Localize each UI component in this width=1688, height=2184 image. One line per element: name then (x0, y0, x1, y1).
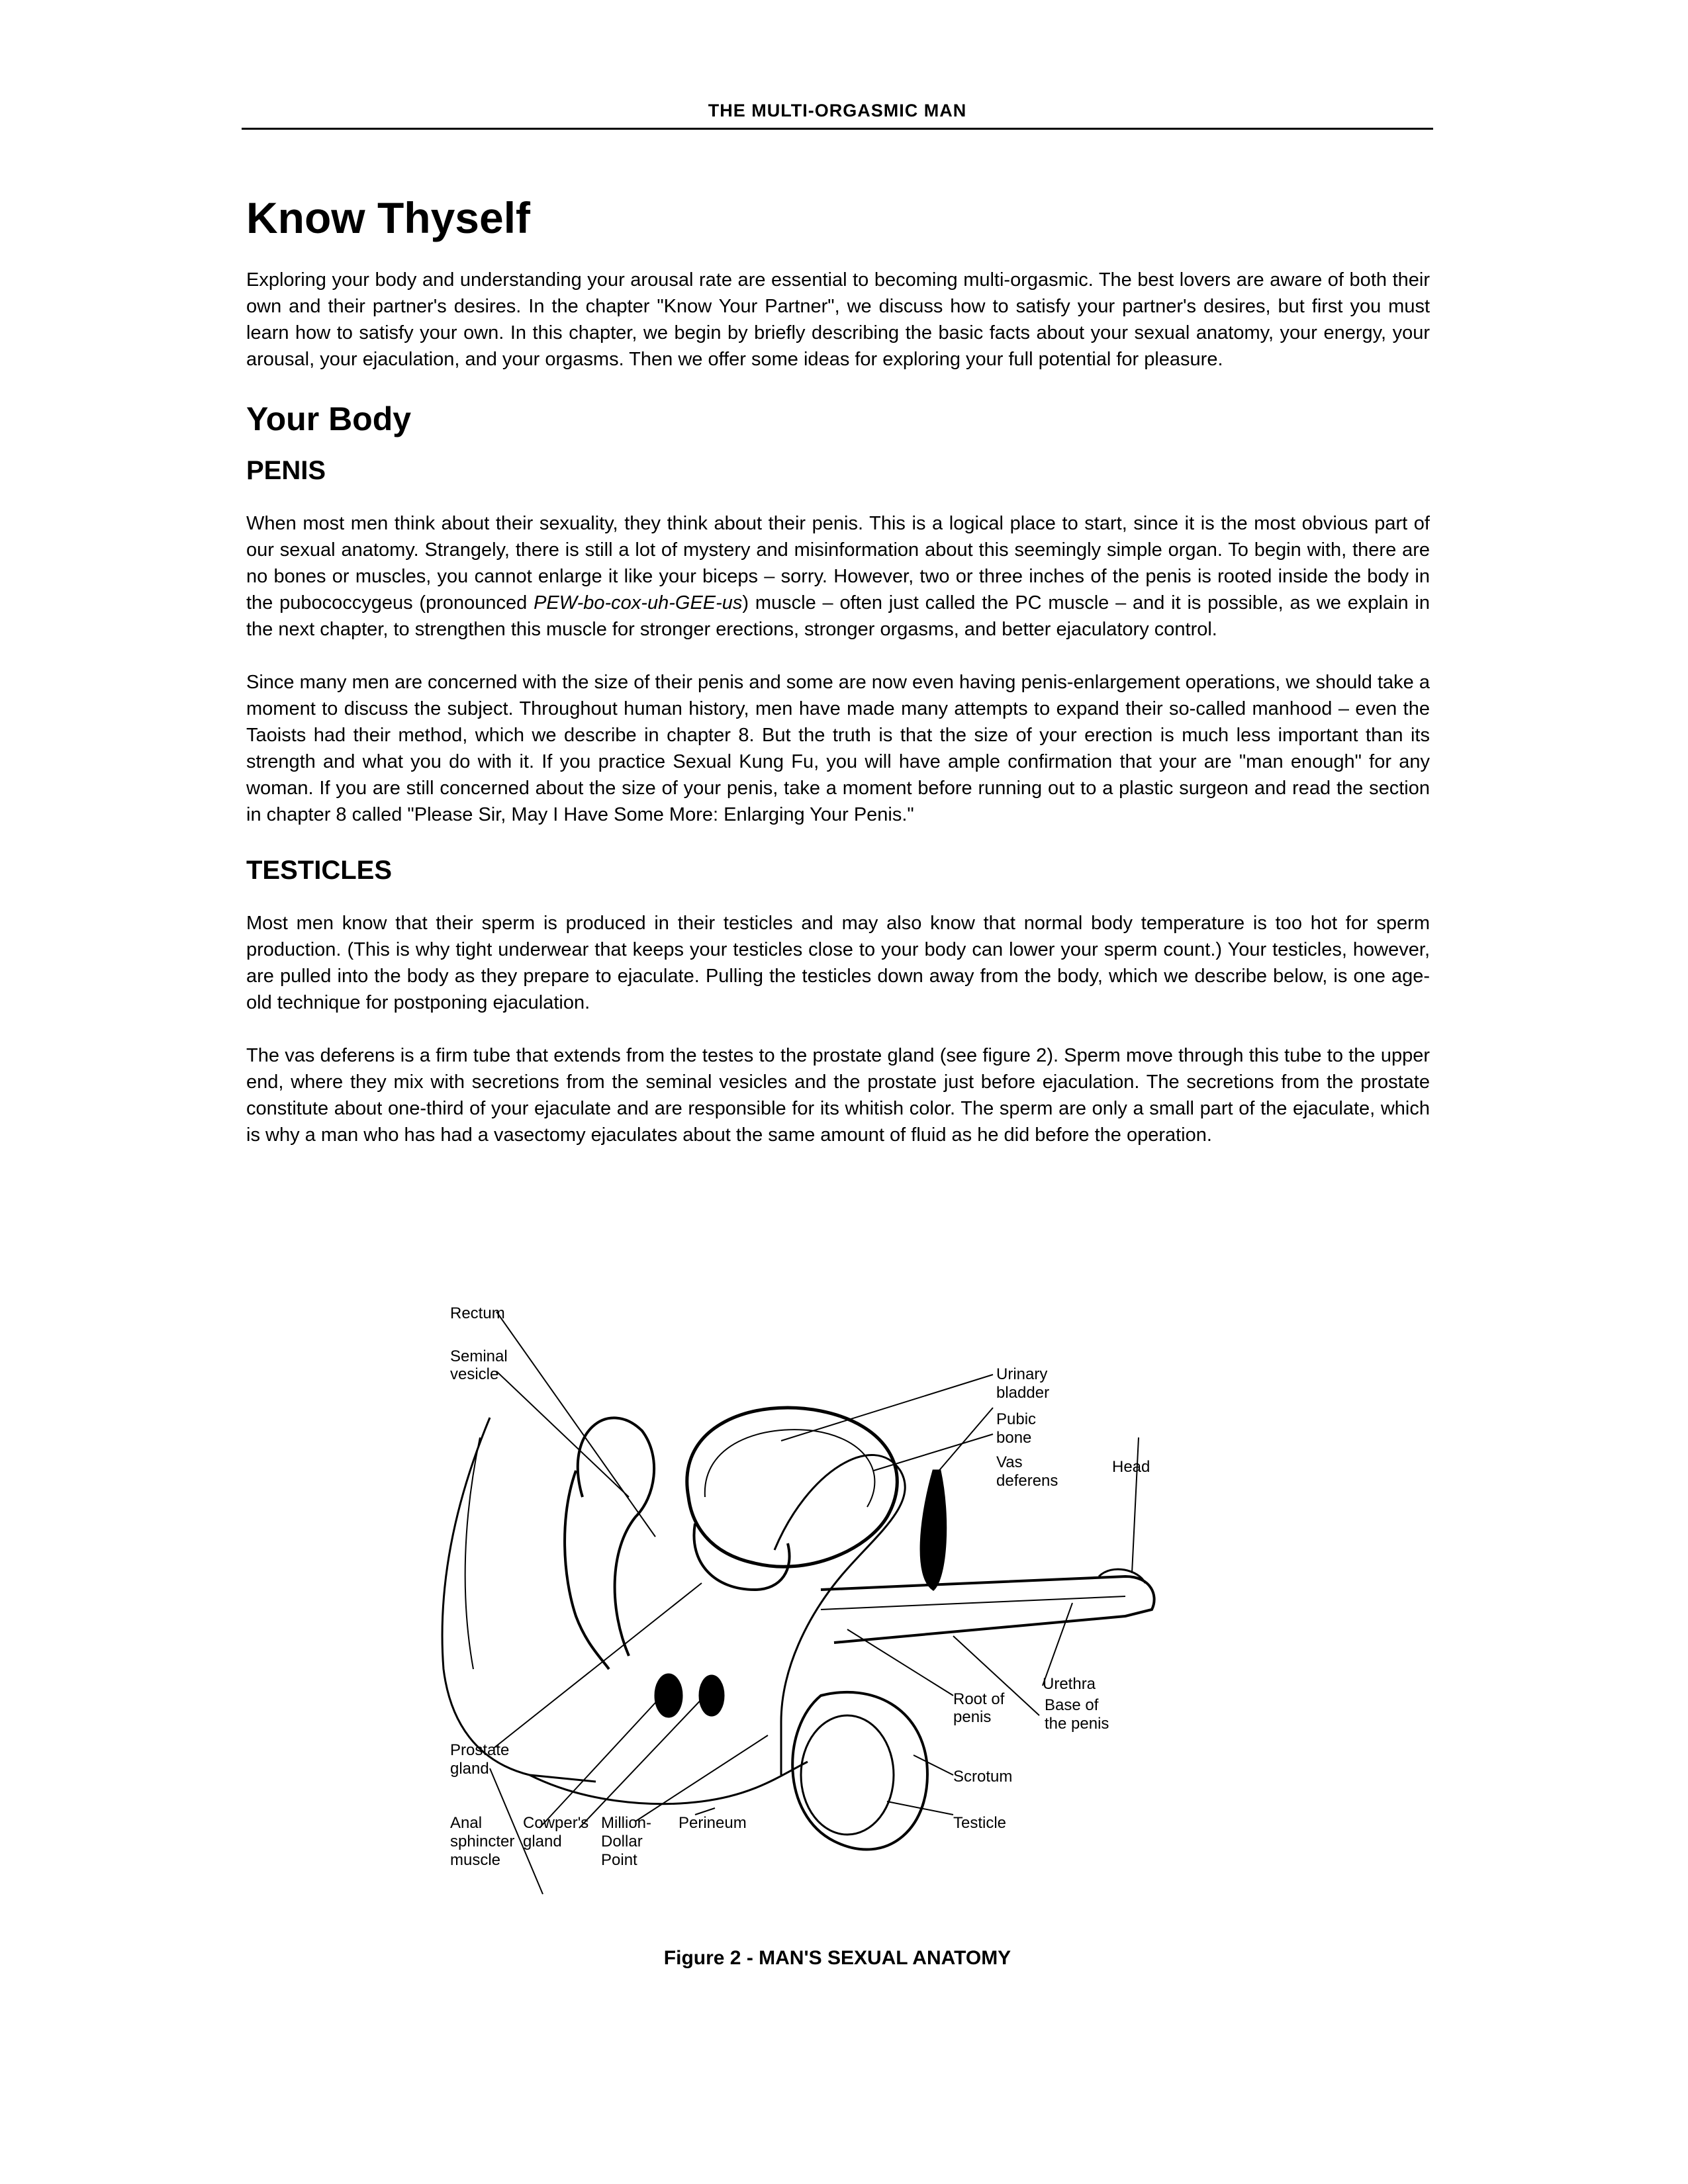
cowpers-gland-shape (655, 1674, 682, 1717)
label-cowpers-gland: Cowper's (523, 1814, 589, 1832)
rectum-shape (578, 1418, 654, 1656)
testicles-heading: TESTICLES (246, 856, 393, 886)
header-rule (242, 128, 1433, 130)
label-root-of-penis: Root of (953, 1690, 1005, 1708)
vas-deferens-path (774, 1455, 905, 1775)
figure-caption: Figure 2 - MAN'S SEXUAL ANATOMY (663, 1947, 1011, 1969)
label-anal-sphincter: muscle (450, 1851, 501, 1869)
perineum-line (530, 1762, 808, 1804)
testicles-paragraph-1: Most men know that their sperm is produced in their testicles and may also know that normal body temperature is too hot for sperm production. (This is why tight underwear that keeps your testicles close to your body can lower your sperm count.) Your testicles, however, are pulled into the body as they prepare to ejaculate. Pulling the testicles down away from the body, which we describe below, is one age-old technique for postponing ejaculation. (246, 913, 1430, 1014)
label-head: Head (1112, 1458, 1150, 1476)
bladder-inner (705, 1430, 875, 1507)
label-urinary-bladder: Urinary (996, 1365, 1048, 1383)
urethra-line (821, 1596, 1125, 1610)
rectum-wall (565, 1471, 609, 1669)
anatomy-figure (410, 1298, 1165, 1921)
label-million-dollar-point: Point (601, 1851, 637, 1869)
label-urinary-bladder: bladder (996, 1384, 1050, 1402)
label-pubic-bone: bone (996, 1429, 1032, 1447)
penis-shaft (821, 1576, 1154, 1643)
prostate-shape (694, 1524, 789, 1590)
label-base-of-penis: Base of (1045, 1696, 1099, 1714)
label-seminal-vesicle: vesicle (450, 1365, 499, 1383)
label-million-dollar-point: Million- (601, 1814, 652, 1832)
label-anal-sphincter: Anal (450, 1814, 483, 1832)
label-anal-sphincter: sphincter (450, 1833, 515, 1850)
scrotum-shape (792, 1692, 927, 1850)
testicle-shape (801, 1715, 894, 1835)
running-header: THE MULTI-ORGASMIC MAN (708, 101, 967, 120)
section-title: Your Body (246, 400, 412, 438)
penis-heading: PENIS (246, 456, 326, 486)
penis-paragraph-1: When most men think about their sexuality, they think about their penis. This is a logical place to start, since it is the most obvious part of our sexual anatomy. Strangely, there is still a lot of mystery and misinformation about this seemingly simple organ. To begin with, there are no bones or muscles, you cannot enlarge it like your biceps – sorry. However, two or three inches of the penis is rooted inside the body in the pubococcygeus (pronounced PEW-bo-cox-uh-GEE-us) muscle – often just called the PC muscle – and it is possible, as we explain in the next chapter, to strengthen this muscle for stronger erections, stronger orgasms, and better ejaculatory control. (246, 513, 1430, 641)
label-vas-deferens: deferens (996, 1472, 1058, 1490)
label-testicle: Testicle (953, 1814, 1007, 1832)
pubic-bone-shape (921, 1471, 946, 1590)
bladder-shape (687, 1408, 898, 1567)
label-prostate-gland: gland (450, 1760, 489, 1778)
label-vas-deferens: Vas (996, 1453, 1023, 1471)
chapter-title: Know Thyself (246, 193, 531, 242)
testicles-paragraph-2: The vas deferens is a firm tube that extends from the testes to the prostate gland (see figure 2). Sperm move through this tube to the upper end, where they mix with secretions from the seminal vesicles and the prostate just before ejaculation. The secretions from the prostate constitute about one-third of your ejaculate and are responsible for its whitish color. The sperm are only a small part of the ejaculate, which is why a man who has had a vasectomy ejaculates about the same amount of fluid as he did before the operation. (246, 1045, 1430, 1146)
page-content (246, 192, 1430, 1175)
label-scrotum: Scrotum (953, 1768, 1013, 1786)
label-rectum: Rectum (450, 1304, 505, 1322)
label-prostate-gland: Prostate (450, 1741, 510, 1759)
anatomy-illustration (410, 1298, 1165, 1921)
label-urethra: Urethra (1043, 1675, 1096, 1693)
pronunciation: PEW-bo-cox-uh-GEE-us (534, 592, 743, 614)
cowpers-gland-shape (700, 1676, 724, 1715)
label-seminal-vesicle: Seminal (450, 1347, 508, 1365)
intro-paragraph: Exploring your body and understanding your arousal rate are essential to becoming multi-orgasmic. The best lovers are aware of both their own and their partner's desires. In the chapter "Know Your Partner", we discuss how to satisfy your partner's desires, but first you must learn how to satisfy your own. In this chapter, we begin by briefly describing the basic facts about your sexual anatomy, your energy, your arousal, your ejaculation, and your orgasms. Then we offer some ideas for exploring your full potential for pleasure. (246, 269, 1430, 371)
label-pubic-bone: Pubic (996, 1410, 1037, 1428)
label-perineum: Perineum (679, 1814, 747, 1832)
body-inner-outline (465, 1437, 480, 1669)
label-root-of-penis: penis (953, 1708, 992, 1726)
label-base-of-penis: the penis (1045, 1715, 1109, 1733)
label-million-dollar-point: Dollar (601, 1833, 643, 1850)
label-cowpers-gland: gland (523, 1833, 562, 1850)
penis-paragraph-2: Since many men are concerned with the size of their penis and some are now even having penis-enlargement operations, we should take a moment to discuss the subject. Throughout human history, men have made many attempts to expand their so-called manhood – even the Taoists had their method, which we describe in chapter 8. But the truth is that the size of your erection is much less important than its strength and what you do with it. If you practice Sexual Kung Fu, you will have ample confirmation that your are "man enough" for any woman. If you are still concerned about the size of your penis, take a moment before running out to a plastic surgeon and read the section in chapter 8 called "Please Sir, May I Have Some More: Enlarging Your Penis." (246, 672, 1430, 826)
